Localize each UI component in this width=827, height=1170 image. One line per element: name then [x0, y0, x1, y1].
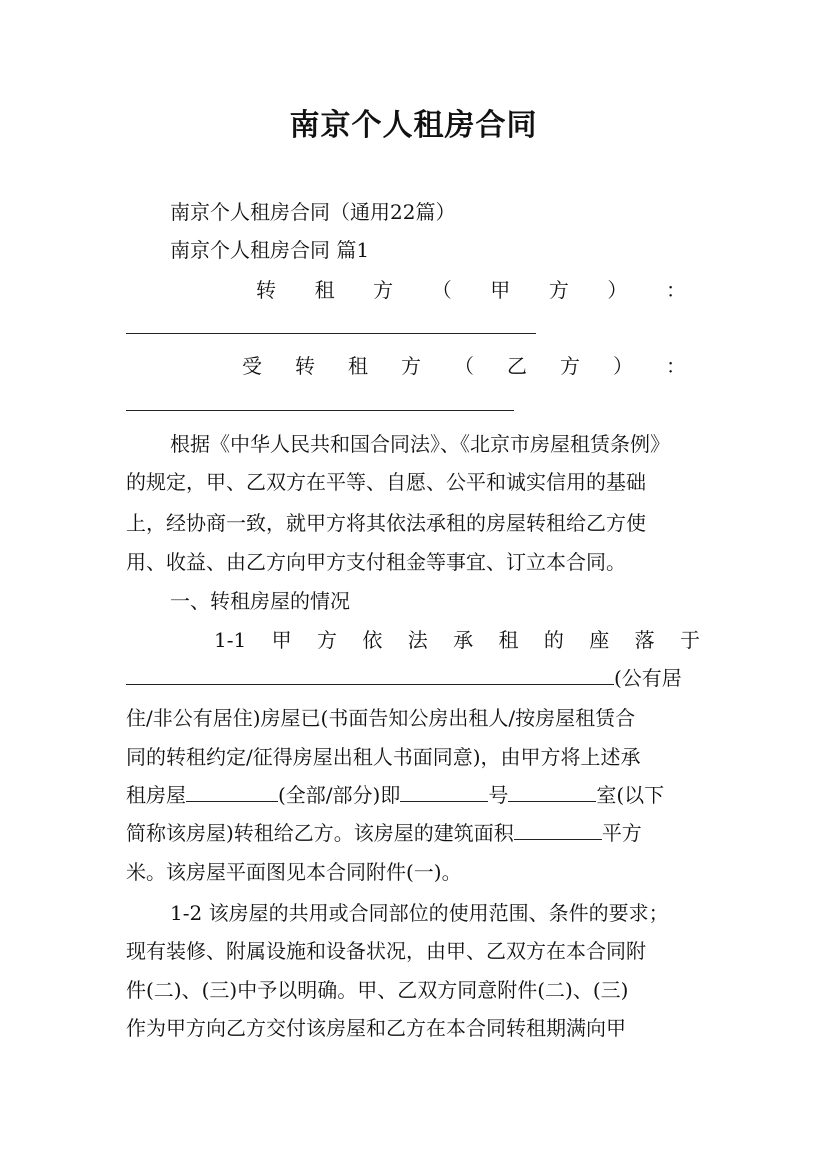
party-a-char: 方 [373, 278, 394, 302]
clause-char: 方 [316, 628, 337, 652]
party-a-char: 租 [314, 278, 335, 302]
party-a-char: 转 [256, 278, 276, 302]
address-blank [126, 666, 614, 685]
clause-text: (全部/部分)即 [278, 783, 401, 807]
party-b-char: 方 [560, 354, 580, 378]
clause-char: 法 [407, 628, 428, 652]
clause-char: 座 [589, 628, 610, 652]
intro-line: 用、收益、由乙方向甲方支付租金等事宜、订立本合同。 [126, 550, 626, 574]
clause-text: 租房屋 [126, 783, 186, 807]
clause-text: 室(以下 [596, 783, 665, 807]
intro-line: 根据《中华人民共和国合同法》、《北京市房屋租赁条例》 [170, 432, 670, 456]
party-b-char: ） [613, 354, 633, 378]
clause-1-2-line: 件(二)、(三)中予以明确。甲、乙双方同意附件(二)、(三) [126, 978, 629, 1002]
party-a-label [256, 276, 686, 304]
section-1-heading: 一、转租房屋的情况 [170, 589, 350, 613]
clause-1-2-line: 现有装修、附属设施和设备状况，由甲、乙双方在本合同附 [126, 939, 646, 963]
party-a-char: （ [431, 278, 452, 302]
clause-char: 的 [543, 628, 564, 652]
clause-1-1-line-3: 住/非公有居住)房屋已(书面告知公房出租人/按房屋租赁合 [126, 706, 636, 730]
intro-line: 上，经协商一致，就甲方将其依法承租的房屋转租给乙方使 [126, 511, 646, 535]
clause-char: 承 [453, 628, 474, 652]
clause-text: 平方 [601, 821, 642, 845]
clause-char: 甲 [271, 628, 292, 652]
party-b-char: （ [454, 354, 474, 378]
scope-blank [186, 783, 278, 802]
intro-line: 的规定，甲、乙双方在平等、自愿、公平和诚实信用的基础 [126, 470, 646, 494]
party-a-char: ： [665, 278, 686, 302]
clause-char: 依 [362, 628, 383, 652]
clause-1-1-line-7: 米。该房屋平面图见本合同附件(一)。 [126, 860, 462, 884]
clause-char: 于 [679, 628, 700, 652]
party-a-blank [126, 333, 536, 334]
clause-char: 租 [498, 628, 519, 652]
area-blank [514, 821, 602, 840]
document-title: 南京个人租房合同 [289, 108, 538, 143]
party-a-char: ） [607, 278, 628, 302]
clause-1-2-line: 作为甲方向乙方交付该房屋和乙方在本合同转租期满向甲 [126, 1016, 626, 1040]
clause-1-1-line-2 [126, 664, 706, 692]
party-a-char: 甲 [490, 278, 511, 302]
clause-char: 落 [634, 628, 655, 652]
clause-text: (公有居 [614, 666, 682, 690]
room-no-blank [508, 783, 596, 802]
document-subtitle: 南京个人租房合同（通用22篇） [170, 200, 456, 224]
clause-1-1-line-1 [214, 626, 700, 654]
party-b-char: 方 [401, 354, 421, 378]
clause-1-1-line-5 [126, 781, 706, 809]
party-b-label [242, 352, 686, 380]
clause-text: 简称该房屋)转租给乙方。该房屋的建筑面积 [126, 821, 514, 845]
party-b-blank [126, 410, 514, 411]
clause-1-2-line: 1-2 该房屋的共用或合同部位的使用范围、条件的要求； [170, 901, 669, 925]
party-a-char: 方 [548, 278, 569, 302]
clause-text: 号 [488, 783, 509, 807]
party-b-char: 租 [348, 354, 368, 378]
party-b-char: 乙 [507, 354, 527, 378]
party-b-char: 转 [295, 354, 315, 378]
clause-1-1-line-6 [126, 819, 706, 847]
party-b-char: ： [666, 354, 686, 378]
party-b-char: 受 [242, 354, 262, 378]
clause-1-1-line-4: 同的转租约定/征得房屋出租人书面同意)，由甲方将上述承 [126, 745, 641, 769]
clause-char: 1-1 [214, 628, 247, 652]
building-no-blank [400, 783, 488, 802]
part-heading: 南京个人租房合同 篇1 [170, 238, 370, 262]
